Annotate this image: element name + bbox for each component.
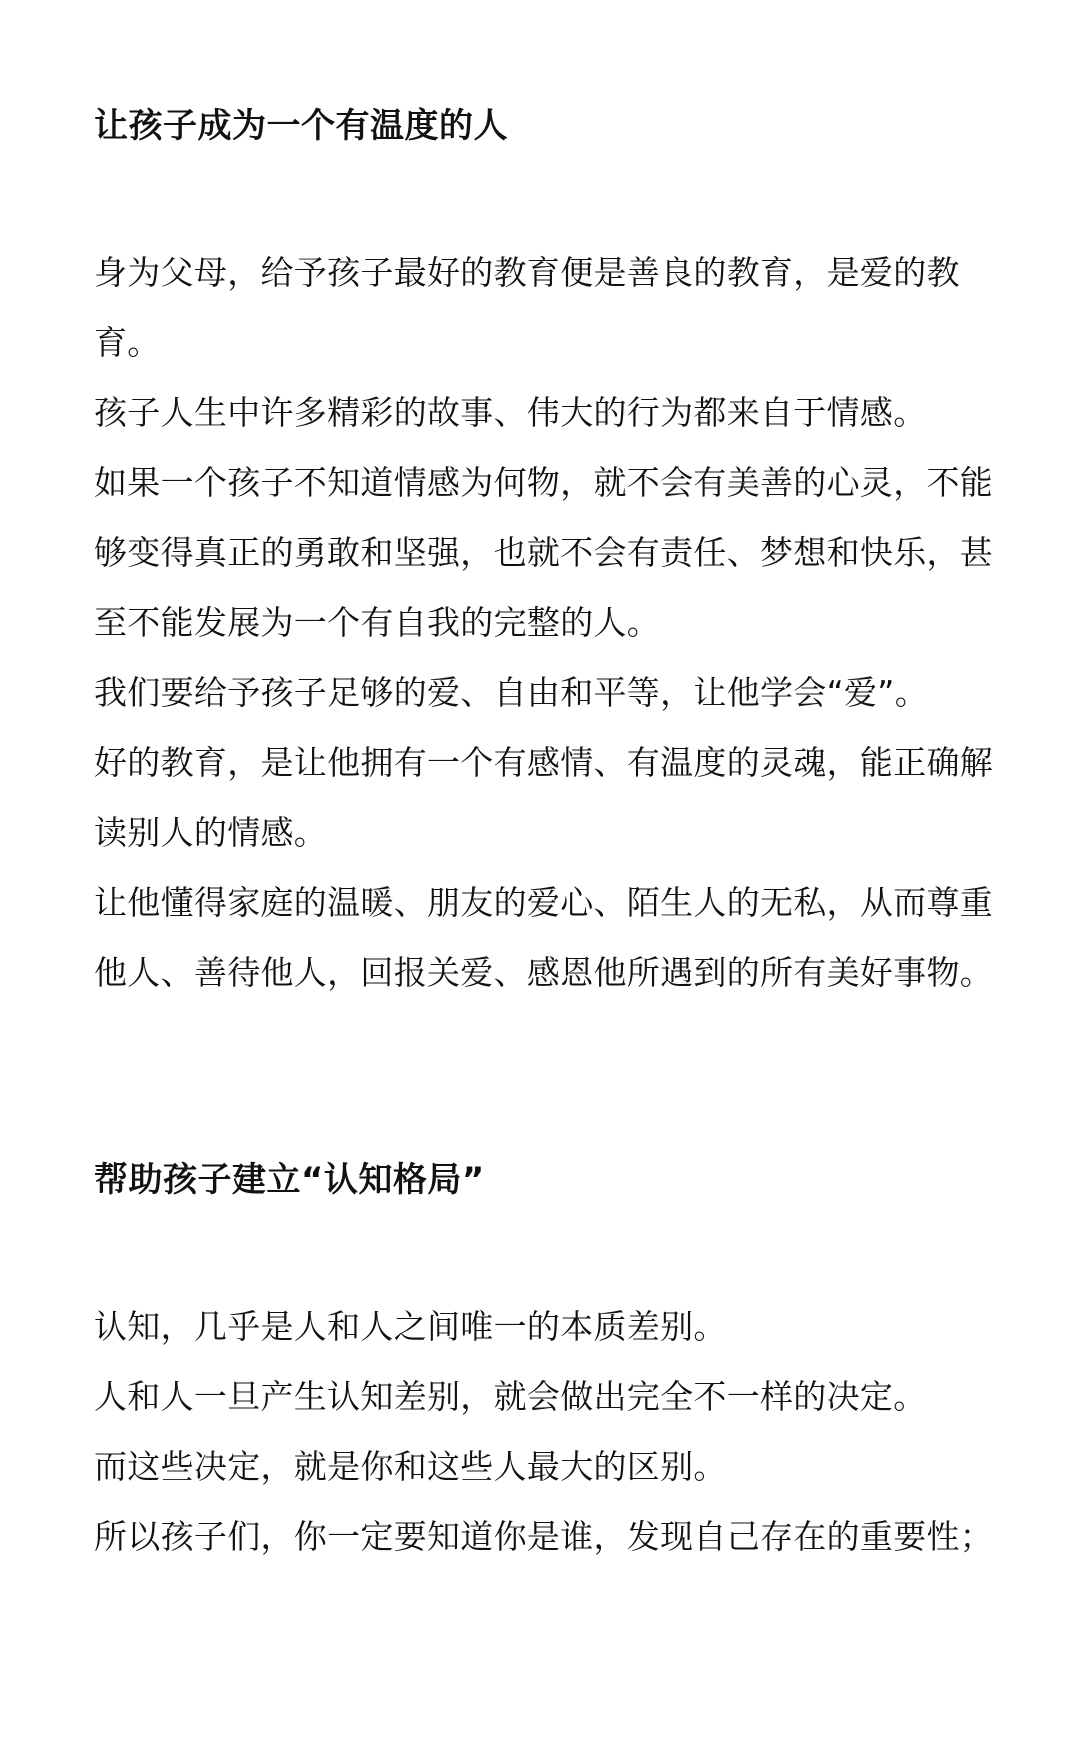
paragraph: 孩子人生中许多精彩的故事、伟大的行为都来自于情感。 [94, 393, 927, 432]
paragraph: 人和人一旦产生认知差别，就会做出完全不一样的决定。 [94, 1377, 927, 1416]
paragraph: 如果一个孩子不知道情感为何物，就不会有美善的心灵，不能够变得真正的勇敢和坚强，也就不会有责任、梦想和快乐，甚至不能发展为一个有自我的完整的人。 [94, 463, 994, 642]
section-heading: 让孩子成为一个有温度的人 [94, 106, 508, 146]
section-cognitive-pattern [94, 1150, 994, 1572]
paragraph: 好的教育，是让他拥有一个有感情、有温度的灵魂，能正确解读别人的情感。 [94, 743, 994, 852]
paragraph: 认知，几乎是人和人之间唯一的本质差别。 [94, 1307, 727, 1346]
paragraph: 我们要给予孩子足够的爱、自由和平等，让他学会“爱”。 [94, 673, 928, 712]
section-warm-person [94, 96, 994, 1008]
paragraph: 而这些决定，就是你和这些人最大的区别。 [94, 1447, 727, 1486]
paragraph: 所以孩子们，你一定要知道你是谁，发现自己存在的重要性； [94, 1517, 994, 1556]
section-body [94, 1292, 994, 1572]
paragraph: 让他懂得家庭的温暖、朋友的爱心、陌生人的无私，从而尊重他人、善待他人，回报关爱、感恩他所遇到的所有美好事物。 [94, 883, 994, 992]
paragraph: 身为父母，给予孩子最好的教育便是善良的教育，是爱的教育。 [94, 253, 960, 362]
section-body [94, 238, 994, 1008]
section-heading: 帮助孩子建立“认知格局” [94, 1160, 485, 1200]
